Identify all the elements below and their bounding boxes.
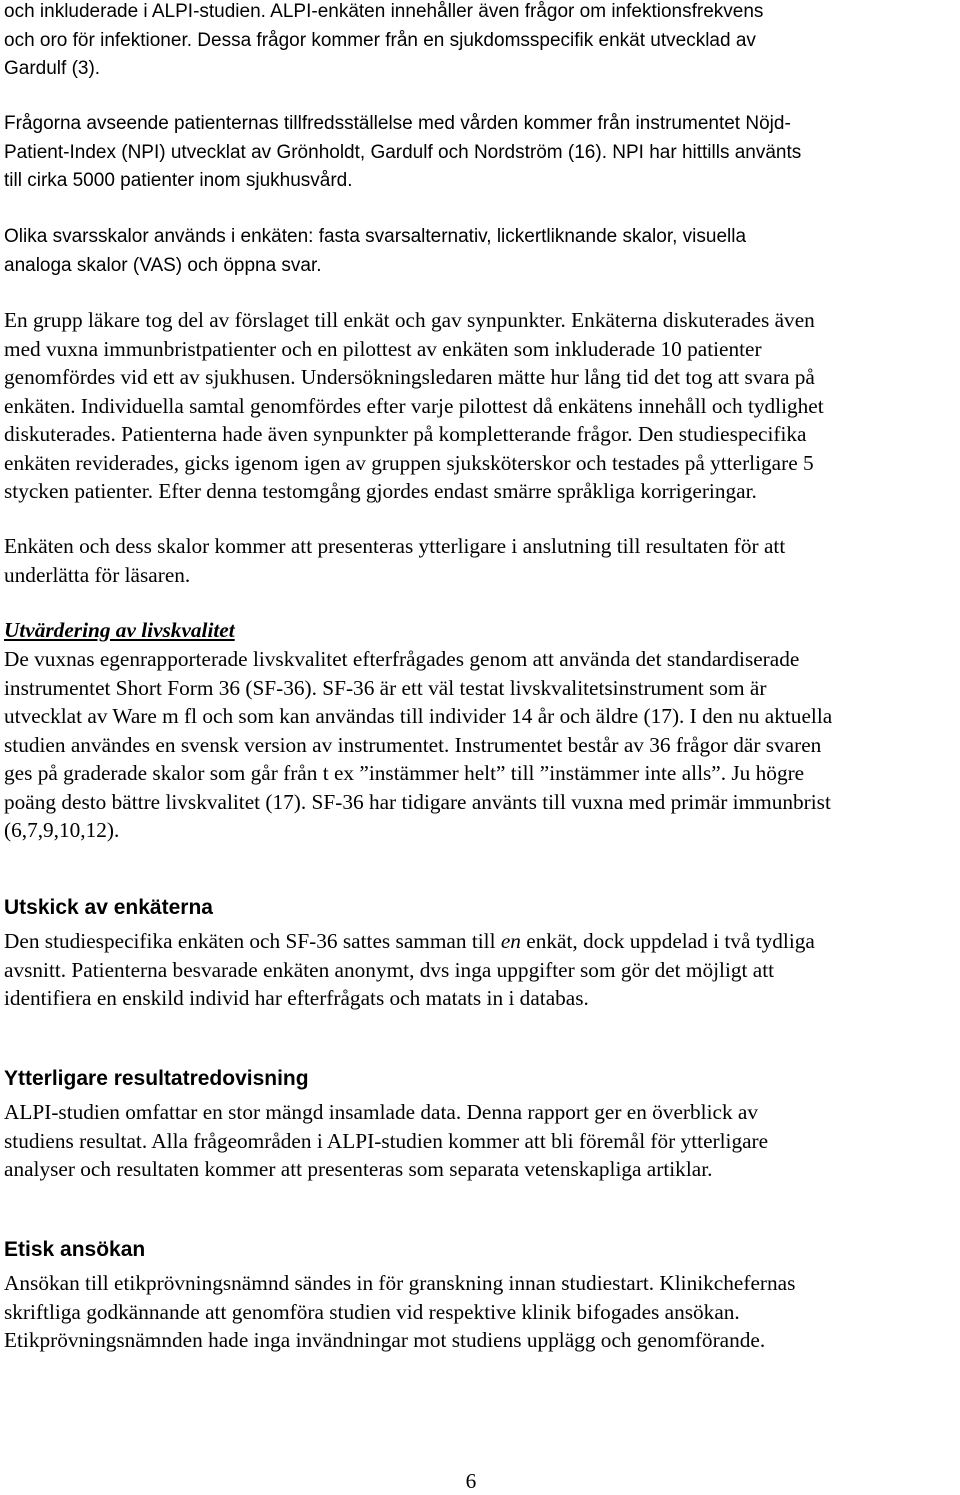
text-line: Ansökan till etikprövningsnämnd sändes in för granskning innan studiestart. Klinikchefernas — [4, 1271, 796, 1295]
text-run: enkät, dock uppdelad i två tydliga — [520, 929, 815, 953]
text-line: Etikprövningsnämnden hade inga invändningar mot studiens upplägg och genomförande. — [4, 1328, 766, 1352]
section-heading: Ytterligare resultatredovisning — [4, 1067, 309, 1090]
text-line: enkäten. Individuella samtal genomfördes efter varje pilottest då enkätens innehåll och tydlighet — [4, 393, 824, 418]
text-line: De vuxnas egenrapporterade livskvalitet efterfrågades genom att använda det standardiserade — [4, 647, 800, 671]
text-line: avsnitt. Patienterna besvarade enkäten anonymt, dvs inga uppgifter som gör det möjligt att — [4, 957, 775, 982]
text-line: Gardulf (3). — [4, 58, 101, 79]
text-line: studiens resultat. Alla frågeområden i ALPI-studien kommer att bli föremål för ytterligare — [4, 1128, 769, 1153]
text-line: stycken patienter. Efter denna testomgång gjordes endast smärre språkliga korrigeringar. — [4, 479, 757, 503]
text-line: identifiera en enskild individ har efterfrågats och matats in i databas. — [4, 986, 589, 1010]
text-line: ALPI-studien omfattar en stor mängd insamlade data. Denna rapport ger en överblick av — [4, 1100, 759, 1124]
text-line — [4, 927, 954, 956]
emphasis-text: en — [500, 929, 521, 953]
heading-livskvalitet-block — [4, 616, 954, 645]
text-line: och inkluderade i ALPI-studien. ALPI-enkäten innehåller även frågor om infektionsfrekvens — [4, 1, 764, 22]
text-line: poäng desto bättre livskvalitet (17). SF-36 har tidigare använts till vuxna med primär immunbrist — [4, 789, 831, 814]
paragraph-ethics — [4, 1269, 954, 1355]
paragraph-further-results — [4, 1098, 954, 1184]
section-heading: Utskick av enkäterna — [4, 896, 213, 919]
section-heading: Etisk ansökan — [4, 1238, 146, 1261]
text-line: analoga skalor (VAS) och öppna svar. — [4, 254, 322, 276]
paragraph-survey-dispatch — [4, 927, 954, 1013]
heading-resultat-block — [4, 1064, 954, 1094]
text-line: genomfördes vid ett av sjukhusen. Undersökningsledaren mätte hur lång tid det tog att svara på — [4, 365, 815, 389]
text-line: Enkäten och dess skalor kommer att presenteras ytterligare i anslutning till resultaten för att — [4, 534, 786, 558]
text-line: med vuxna immunbristpatienter och en pilottest av enkäten som inkluderade 10 patienter — [4, 336, 762, 361]
text-line: diskuterades. Patienterna hade även synpunkter på kompletterande frågor. Den studiespecifika — [4, 422, 807, 446]
text-line: instrumentet Short Form 36 (SF-36). SF-36 är ett väl testat livskvalitetsinstrument som är — [4, 675, 767, 700]
text-line: En grupp läkare tog del av förslaget till enkät och gav synpunkter. Enkäterna diskuterades även — [4, 308, 815, 332]
text-line: Olika svarsskalor används i enkäten: fasta svarsalternativ, lickertliknande skalor, visuella — [4, 226, 747, 247]
text-line: och oro för infektioner. Dessa frågor kommer från en sjukdomsspecifik enkät utvecklad av — [4, 29, 756, 51]
text-run: Den studiespecifika enkäten och SF-36 sattes samman till — [4, 929, 501, 953]
text-line: (6,7,9,10,12). — [4, 818, 120, 842]
text-line: till cirka 5000 patienter inom sjukhusvård. — [4, 170, 353, 191]
text-line: ges på graderade skalor som går från t ex ”instämmer helt” till ”instämmer inte alls”. Ju högre — [4, 761, 805, 785]
paragraph-scales-presentation — [4, 532, 954, 589]
page-number: 6 — [465, 1469, 477, 1493]
paragraph-npi — [4, 110, 954, 196]
paragraph-alpi-infections — [4, 0, 954, 84]
paragraph-response-scales — [4, 223, 954, 280]
text-line: skriftliga godkännande att genomföra studien vid respektive klinik bifogades ansökan. — [4, 1299, 740, 1324]
text-line: underlätta för läsaren. — [4, 562, 191, 587]
section-heading: Utvärdering av livskvalitet — [4, 618, 235, 642]
text-line: enkäten reviderades, gicks igenom igen av gruppen sjuksköterskor och testades på ytterligare 5 — [4, 450, 814, 475]
text-line: analyser och resultaten kommer att presenteras som separata vetenskapliga artiklar. — [4, 1157, 713, 1181]
heading-etisk-block — [4, 1235, 954, 1265]
text-line: studien användes en svensk version av instrumentet. Instrumentet består av 36 frågor där svaren — [4, 732, 822, 757]
paragraph-pilot-test — [4, 306, 954, 506]
heading-utskick-block — [4, 893, 954, 923]
paragraph-sf36 — [4, 645, 954, 845]
text-line: Patient-Index (NPI) utvecklat av Grönholdt, Gardulf och Nordström (16). NPI har hittills använts — [4, 141, 802, 163]
text-line: utvecklat av Ware m fl och som kan användas till individer 14 år och äldre (17). I den nu aktuella — [4, 704, 833, 728]
text-line: Frågorna avseende patienternas tillfredsställelse med vården kommer från instrumentet Nöjd- — [4, 113, 791, 134]
